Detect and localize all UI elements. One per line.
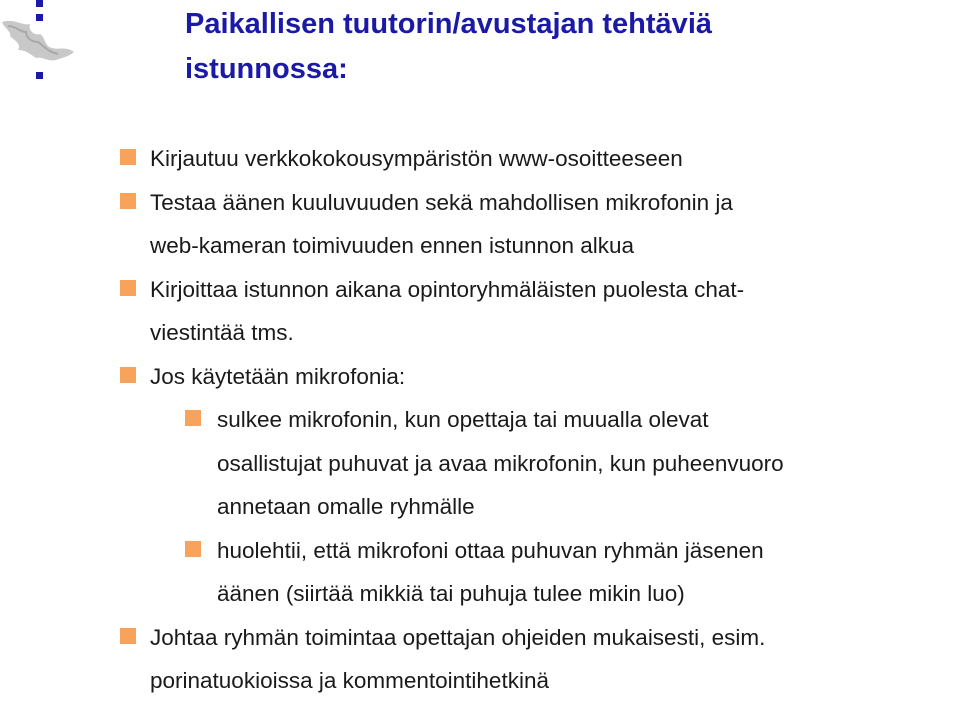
square-bullet-icon bbox=[185, 541, 201, 557]
list-item-text: Testaa äänen kuuluvuuden sekä mahdollisen mikrofonin ja bbox=[150, 189, 733, 215]
list-item-text: web-kameran toimivuuden ennen istunnon alkua bbox=[150, 233, 635, 258]
list-item-text: sulkee mikrofonin, kun opettaja tai muualla olevat bbox=[217, 407, 709, 432]
list-item bbox=[0, 268, 960, 355]
list-item-text: huolehtii, että mikrofoni ottaa puhuvan ryhmän jäsenen bbox=[217, 537, 764, 563]
list-item-text: Johtaa ryhmän toimintaa opettajan ohjeiden mukaisesti, esim. bbox=[150, 624, 766, 650]
square-bullet-icon bbox=[120, 628, 136, 644]
bullet-list bbox=[0, 137, 960, 703]
slide-title bbox=[185, 2, 925, 92]
slide-title-line-2: istunnossa: bbox=[185, 53, 348, 85]
list-item-text: osallistujat puhuvat ja avaa mikrofonin, kun puheenvuoro bbox=[217, 450, 784, 476]
square-bullet-icon bbox=[120, 193, 136, 209]
university-logo-icon bbox=[0, 0, 80, 90]
list-item-text: Kirjoittaa istunnon aikana opintoryhmäläisten puolesta chat- bbox=[150, 276, 745, 302]
slide-title-line-1: Paikallisen tuutorin/avustajan tehtäviä bbox=[185, 8, 712, 40]
university-logo bbox=[0, 0, 80, 90]
square-bullet-icon bbox=[120, 367, 136, 383]
list-item bbox=[0, 181, 960, 268]
list-item bbox=[0, 616, 960, 703]
list-item-text: viestintää tms. bbox=[150, 320, 294, 345]
list-item-text: äänen (siirtää mikkiä tai puhuja tulee mikin luo) bbox=[217, 581, 685, 606]
sub-list-item bbox=[0, 398, 960, 529]
square-bullet-icon bbox=[185, 410, 201, 426]
sub-list-item bbox=[0, 529, 960, 616]
square-bullet-icon bbox=[120, 280, 136, 296]
list-item-text: porinatuokioissa ja kommentointihetkinä bbox=[150, 668, 549, 693]
list-item-text: Kirjautuu verkkokokousympäristön www-osoitteeseen bbox=[150, 146, 683, 171]
list-item bbox=[0, 137, 960, 181]
list-item-text: Jos käytetään mikrofonia: bbox=[150, 363, 406, 389]
square-bullet-icon bbox=[120, 149, 136, 165]
list-item-text: annetaan omalle ryhmälle bbox=[217, 494, 475, 519]
list-item bbox=[0, 355, 960, 399]
